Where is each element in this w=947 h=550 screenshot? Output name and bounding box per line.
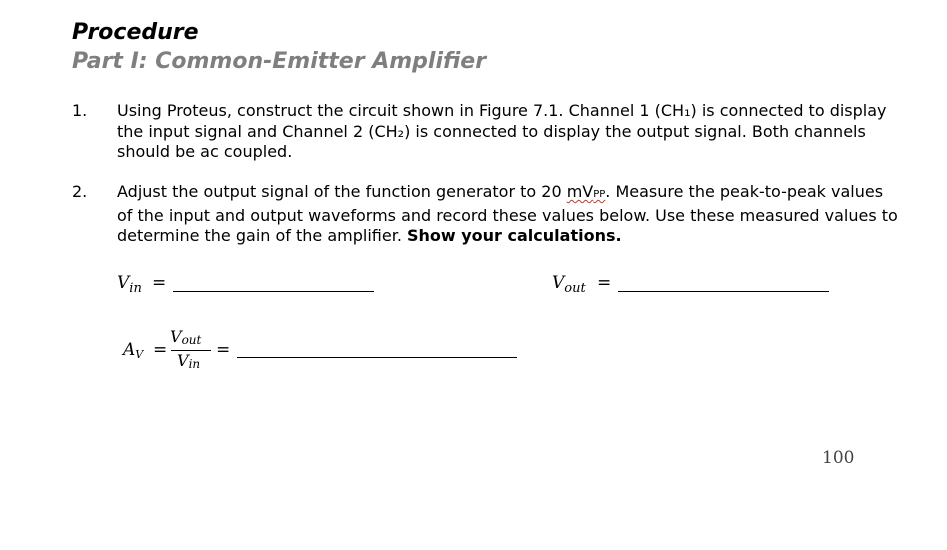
spellcheck-unit <box>567 182 606 201</box>
section-subtitle: Part I: Common-Emitter Amplifier <box>72 49 487 74</box>
denominator-symbol: V <box>177 351 189 370</box>
vout-symbol: V <box>552 273 565 293</box>
vin-answer-line[interactable] <box>173 291 374 292</box>
step-text: Using Proteus, construct the circuit shown in Figure 7.1. Channel 1 (CH₁) is connected to display the input signal and Channel 2 (CH₂) is connected to display the output signal. Both channels should be ac coupled. <box>117 101 887 161</box>
vin-label <box>117 273 142 296</box>
step-number: 2. <box>72 182 88 201</box>
page-title: Procedure <box>72 20 199 45</box>
step-text-after: . Measure the peak-to-peak values of the input and output waveforms and record these values below. Use these measured values to determine the gain of the amplifier. <box>117 182 898 245</box>
fraction-numerator <box>170 327 201 346</box>
step-number: 1. <box>72 101 88 120</box>
gain-label <box>123 340 143 360</box>
numerator-symbol: V <box>170 327 182 346</box>
step-bold-text: Show your calculations. <box>406 226 622 245</box>
fraction-denominator <box>177 351 200 370</box>
gain-symbol: A <box>123 340 136 360</box>
vin-symbol: V <box>117 273 130 293</box>
page-number: 100 <box>822 448 855 468</box>
vout-answer-line[interactable] <box>618 291 829 292</box>
unit-subscript: PP <box>593 189 606 200</box>
vin-subscript: in <box>129 281 142 296</box>
numerator-subscript: out <box>181 333 202 347</box>
denominator-subscript: in <box>188 357 201 371</box>
gain-answer-line[interactable] <box>237 357 517 358</box>
unit-text: mV <box>566 182 594 201</box>
gain-equals-2: = <box>216 340 231 360</box>
vout-label <box>552 273 586 296</box>
gain-subscript: V <box>135 348 144 361</box>
vout-subscript: out <box>564 281 586 296</box>
vin-equals: = <box>152 273 167 293</box>
vout-equals: = <box>597 273 612 293</box>
step-text-before: Adjust the output signal of the function generator to 20 <box>117 182 567 201</box>
gain-equals: = <box>153 340 168 360</box>
step-text <box>117 182 902 247</box>
